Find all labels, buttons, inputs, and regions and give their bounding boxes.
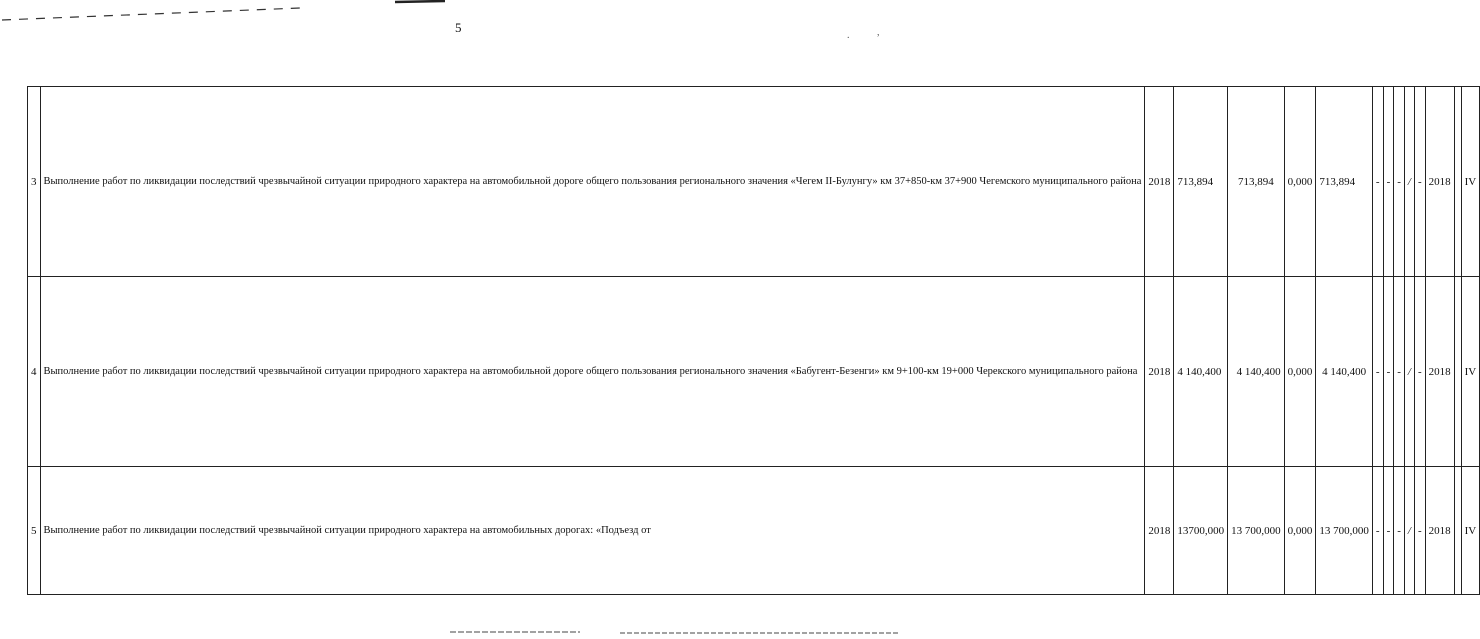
dash-cell: - xyxy=(1414,87,1425,277)
total-cell: 13700,000 xyxy=(1174,467,1228,595)
quarter-cell: IV xyxy=(1461,467,1480,595)
total-cell: 713,894 xyxy=(1174,87,1228,277)
dash-cell: - xyxy=(1394,467,1405,595)
value-a-cell: 13 700,000 xyxy=(1228,467,1285,595)
row-number: 3 xyxy=(28,87,41,277)
dash-cell: - xyxy=(1383,467,1394,595)
quarter-cell: IV xyxy=(1461,277,1480,467)
dash-cell: - xyxy=(1383,87,1394,277)
year-cell: 2018 xyxy=(1145,87,1174,277)
quarter-cell: IV xyxy=(1461,87,1480,277)
value-b-cell: 0,000 xyxy=(1284,467,1316,595)
dash-cell: - xyxy=(1394,277,1405,467)
scan-speck: , xyxy=(877,27,880,38)
bottom-dashed-line xyxy=(440,628,905,639)
dash-cell: - xyxy=(1372,467,1383,595)
value-c-cell: 4 140,400 xyxy=(1316,277,1373,467)
empty-cell xyxy=(1454,467,1461,595)
slash-cell: / xyxy=(1404,87,1414,277)
table-row xyxy=(28,277,1480,467)
work-description: Выполнение работ по ликвидации последствий чрезвычайной ситуации природного характера на автомобильной дороге общего пользования регионального значения «Бабугент-Безенги» км 9+100-км 19+000 Черекского муниципального района xyxy=(40,277,1145,467)
row-number: 5 xyxy=(28,467,41,595)
top-dashed-line xyxy=(0,0,470,24)
empty-cell xyxy=(1454,87,1461,277)
value-b-cell: 0,000 xyxy=(1284,277,1316,467)
completion-year-cell: 2018 xyxy=(1425,87,1454,277)
row-number: 4 xyxy=(28,277,41,467)
dash-cell: - xyxy=(1372,277,1383,467)
value-c-cell: 713,894 xyxy=(1316,87,1373,277)
completion-year-cell: 2018 xyxy=(1425,467,1454,595)
value-a-cell: 4 140,400 xyxy=(1228,277,1285,467)
completion-year-cell: 2018 xyxy=(1425,277,1454,467)
dash-cell: - xyxy=(1394,87,1405,277)
empty-cell xyxy=(1454,277,1461,467)
slash-cell: / xyxy=(1404,277,1414,467)
dash-cell: - xyxy=(1372,87,1383,277)
table-row xyxy=(28,467,1480,595)
slash-cell: / xyxy=(1404,467,1414,595)
value-b-cell: 0,000 xyxy=(1284,87,1316,277)
work-description: Выполнение работ по ликвидации последствий чрезвычайной ситуации природного характера на автомобильной дороге общего пользования регионального значения «Чегем II-Булунгу» км 37+850-км 37+900 Чегемского муниципального района xyxy=(40,87,1145,277)
total-cell: 4 140,400 xyxy=(1174,277,1228,467)
value-a-cell: 713,894 xyxy=(1228,87,1285,277)
year-cell: 2018 xyxy=(1145,467,1174,595)
dash-cell: - xyxy=(1414,277,1425,467)
data-table xyxy=(27,86,1480,595)
year-cell: 2018 xyxy=(1145,277,1174,467)
dash-cell: - xyxy=(1414,467,1425,595)
scan-speck: . xyxy=(847,30,850,41)
dash-cell: - xyxy=(1383,277,1394,467)
value-c-cell: 13 700,000 xyxy=(1316,467,1373,595)
work-description: Выполнение работ по ликвидации последствий чрезвычайной ситуации природного характера на автомобильных дорогах: «Подъезд от xyxy=(40,467,1145,595)
page-number: 5 xyxy=(455,20,462,35)
table-row xyxy=(28,87,1480,277)
